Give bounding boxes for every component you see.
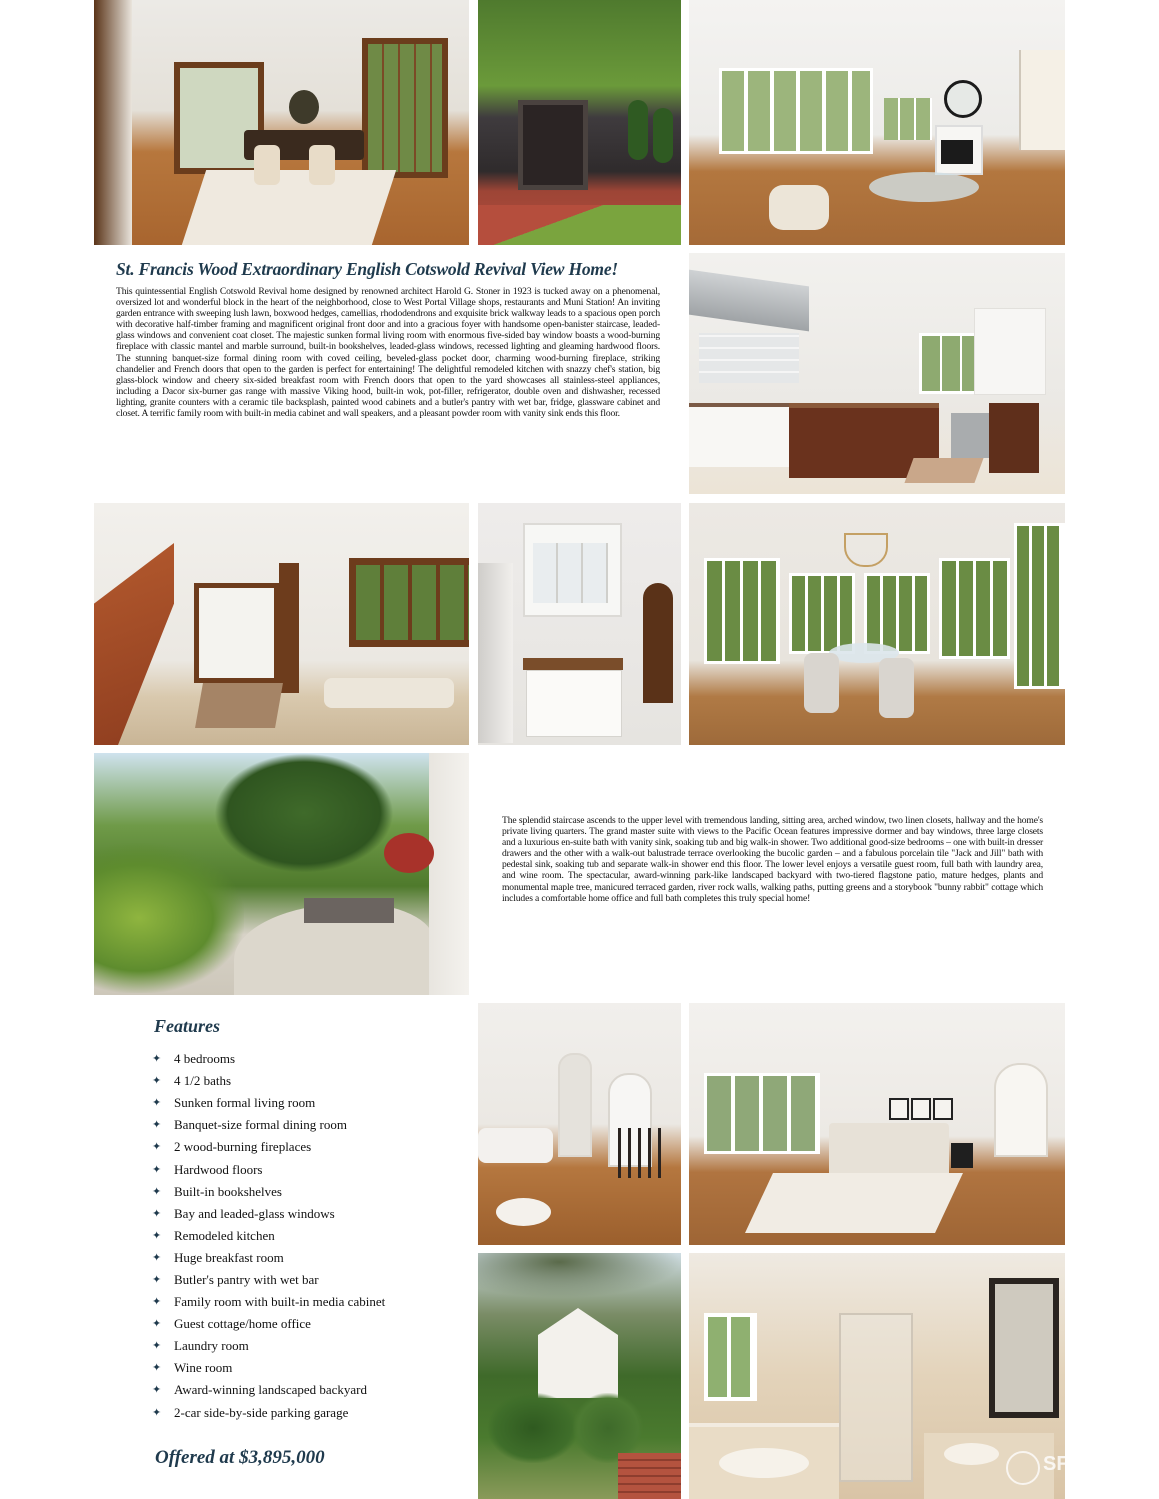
exterior-facade-photo [478, 1253, 681, 1499]
features-heading: Features [154, 1016, 221, 1036]
feature-item: ✦ Hardwood floors [152, 1158, 385, 1180]
diamond-bullet-icon: ✦ [152, 1119, 162, 1132]
diamond-bullet-icon: ✦ [152, 1296, 162, 1309]
diamond-bullet-icon: ✦ [152, 1075, 162, 1088]
master-bedroom-photo [689, 1003, 1065, 1245]
feature-item: ✦ Built-in bookshelves [152, 1181, 385, 1203]
feature-item: ✦ Huge breakfast room [152, 1247, 385, 1269]
feature-item: ✦ Banquet-size formal dining room [152, 1114, 385, 1136]
offer-price: Offered at $3,895,000 [155, 1447, 325, 1468]
listing-description-main-floor: This quintessential English Cotswold Revival home designed by renowned architect Harold G. Stoner in 1923 is tucked away on a phenomenal, oversized lot and wonderful block in the heart of the neighborhood, close to West Portal Village shops, restaurants and Muni Station! An inviting garden entrance with sweeping lush lawn, boxwood hedges, camellias, rhododendrons and exquisite brick walkway leads to a spacious open porch with decorative half-timber framing and magnificent original front door and into a gracious foyer with handsome open-banister staircase, leaded-glass windows and convenient coat closet. The majestic sunken formal living room with enormous five-sided bay window boasts a wood-burning fireplace with classic mantel and marble surround, built-in bookshelves, leaded-glass windows, recessed lighting and gleaming hardwood floors. The stunning banquet-size formal dining room with coved ceiling, beveled-glass pocket door, charming wood-burning fireplace, striking chandelier and French doors that open to the garden is perfect for entertaining! The delightful remodeled kitchen with snazzy chef's station, big glass-block window and cheery six-sided breakfast room with French doors that open to the yard showcases all stainless-steel appliances, including a Dacor six-burner gas range with massive Viking hood, built-in wok, pot-filler, refrigerator, double oven and dishwasher, recessed lighting, granite counters with a ceramic tile backsplash, painted wood cabinets and a butler's pantry with wet bar, fridge, glassware cabinet and closet. A terrific family room with built-in media cabinet and wall speakers, and a pleasant powder room with vanity sink ends this floor. [116, 286, 660, 420]
feature-item: ✦ 4 bedrooms [152, 1048, 385, 1070]
diamond-bullet-icon: ✦ [152, 1207, 162, 1220]
feature-item: ✦ Bay and leaded-glass windows [152, 1203, 385, 1225]
brokerage-logo-icon [1006, 1451, 1040, 1485]
feature-item: ✦ Laundry room [152, 1335, 385, 1357]
diamond-bullet-icon: ✦ [152, 1406, 162, 1419]
diamond-bullet-icon: ✦ [152, 1185, 162, 1198]
brokerage-watermark: SF [1043, 1453, 1069, 1475]
diamond-bullet-icon: ✦ [152, 1163, 162, 1176]
feature-item: ✦ Sunken formal living room [152, 1092, 385, 1114]
diamond-bullet-icon: ✦ [152, 1340, 162, 1353]
feature-item: ✦ 2-car side-by-side parking garage [152, 1402, 385, 1424]
diamond-bullet-icon: ✦ [152, 1384, 162, 1397]
listing-title: St. Francis Wood Extraordinary English Cotswold Revival View Home! [116, 259, 619, 279]
feature-item: ✦ 4 1/2 baths [152, 1070, 385, 1092]
kitchen-photo [689, 253, 1065, 494]
front-entrance-photo [478, 0, 681, 245]
living-room-photo [689, 0, 1065, 245]
feature-item: ✦ Wine room [152, 1357, 385, 1379]
diamond-bullet-icon: ✦ [152, 1273, 162, 1286]
feature-item: ✦ Butler's pantry with wet bar [152, 1269, 385, 1291]
breakfast-room-photo [689, 503, 1065, 745]
foyer-staircase-photo [94, 503, 469, 745]
diamond-bullet-icon: ✦ [152, 1318, 162, 1331]
butlers-pantry-photo [478, 503, 681, 745]
diamond-bullet-icon: ✦ [152, 1251, 162, 1264]
feature-item: ✦ Remodeled kitchen [152, 1225, 385, 1247]
feature-item: ✦ Award-winning landscaped backyard [152, 1379, 385, 1401]
diamond-bullet-icon: ✦ [152, 1229, 162, 1242]
features-list [152, 1048, 385, 1424]
feature-item: ✦ 2 wood-burning fireplaces [152, 1136, 385, 1158]
feature-item: ✦ Family room with built-in media cabinet [152, 1291, 385, 1313]
listing-description-upper-lower-levels: The splendid staircase ascends to the upper level with tremendous landing, sitting area, arched window, two linen closets, hallway and the home's private living quarters. The grand master suite with views to the Pacific Ocean features impressive dormer and bay windows, three large closets and a luxurious en-suite bath with vanity sink, soaking tub and big walk-in shower. Two additional good-size bedrooms – one with built-in dresser drawers and the other with a walk-out balustrade terrace overlooking the bucolic garden – and a fabulous porcelain tile "Jack and Jill" bath with pedestal sink, soaking tub and separate walk-in shower end this floor. The lower level enjoys a versatile guest room, full bath with laundry area, and wine room. The spectacular, award-winning park-like landscaped backyard with two-tiered flagstone patio, mature hedges, plants and monumental maple tree, manicured terraced garden, river rock walls, walking paths, putting greens and a storybook "bunny rabbit" cottage which includes a comfortable home office and full bath completes this truly special home! [502, 815, 1043, 904]
diamond-bullet-icon: ✦ [152, 1097, 162, 1110]
garden-patio-photo [94, 753, 469, 995]
diamond-bullet-icon: ✦ [152, 1141, 162, 1154]
feature-item: ✦ Guest cottage/home office [152, 1313, 385, 1335]
diamond-bullet-icon: ✦ [152, 1362, 162, 1375]
dining-room-photo [94, 0, 469, 245]
diamond-bullet-icon: ✦ [152, 1053, 162, 1066]
upper-hallway-photo [478, 1003, 681, 1245]
